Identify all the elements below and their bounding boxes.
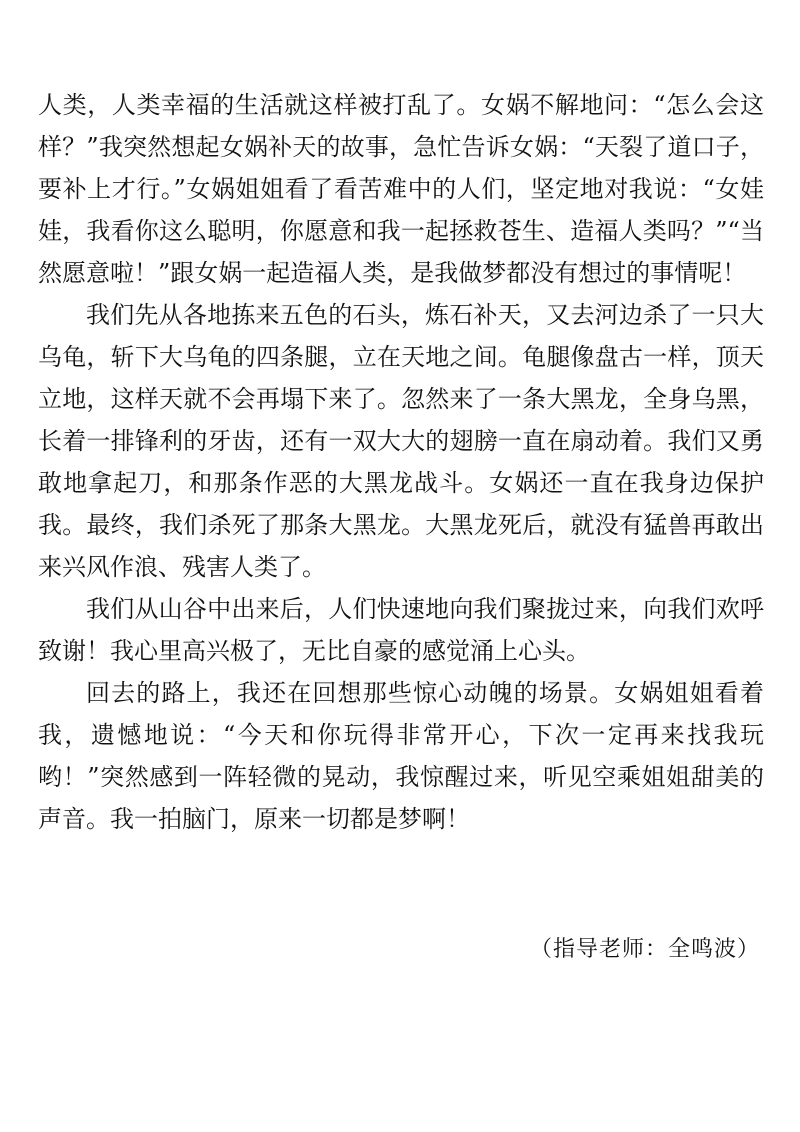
teacher-signature: （指导老师：全鸣波） xyxy=(529,937,760,962)
paragraph-2: 我们先从各地拣来五色的石头，炼石补天，又去河边杀了一只大乌龟，斩下大乌龟的四条腿，立在天地之间。龟腿像盘古一样，顶天立地，这样天就不会再塌下来了。忽然来了一条大黑龙，全身乌黑，长着一排锋利的牙齿，还有一双大大的翅膀一直在扇动着。我们又勇敢地拿起刀，和那条作恶的大黑龙战斗。女娲还一直在我身边保护我。最终，我们杀死了那条大黑龙。大黑龙死后，就没有猛兽再敢出来兴风作浪、残害人类了。 xyxy=(38,301,764,581)
paragraph-3: 我们从山谷中出来后，人们快速地向我们聚拢过来，向我们欢呼致谢！我心里高兴极了，无比自豪的感觉涌上心头。 xyxy=(38,595,764,665)
paragraph-1: 人类，人类幸福的生活就这样被打乱了。女娲不解地问：“怎么会这样？”我突然想起女娲补天的故事，急忙告诉女娲：“天裂了道口子，要补上才行。”女娲姐姐看了看苦难中的人们，坚定地对我说：“女娃娃，我看你这么聪明，你愿意和我一起拯救苍生、造福人类吗？”“当然愿意啦！”跟女娲一起造福人类，是我做梦都没有想过的事情呢！ xyxy=(38,91,764,287)
article-body xyxy=(38,84,764,840)
paragraph-4: 回去的路上，我还在回想那些惊心动魄的场景。女娲姐姐看着我，遗憾地说：“今天和你玩得非常开心，下次一定再来找我玩哟！”突然感到一阵轻微的晃动，我惊醒过来，听见空乘姐姐甜美的声音。我一拍脑门，原来一切都是梦啊！ xyxy=(38,679,764,833)
